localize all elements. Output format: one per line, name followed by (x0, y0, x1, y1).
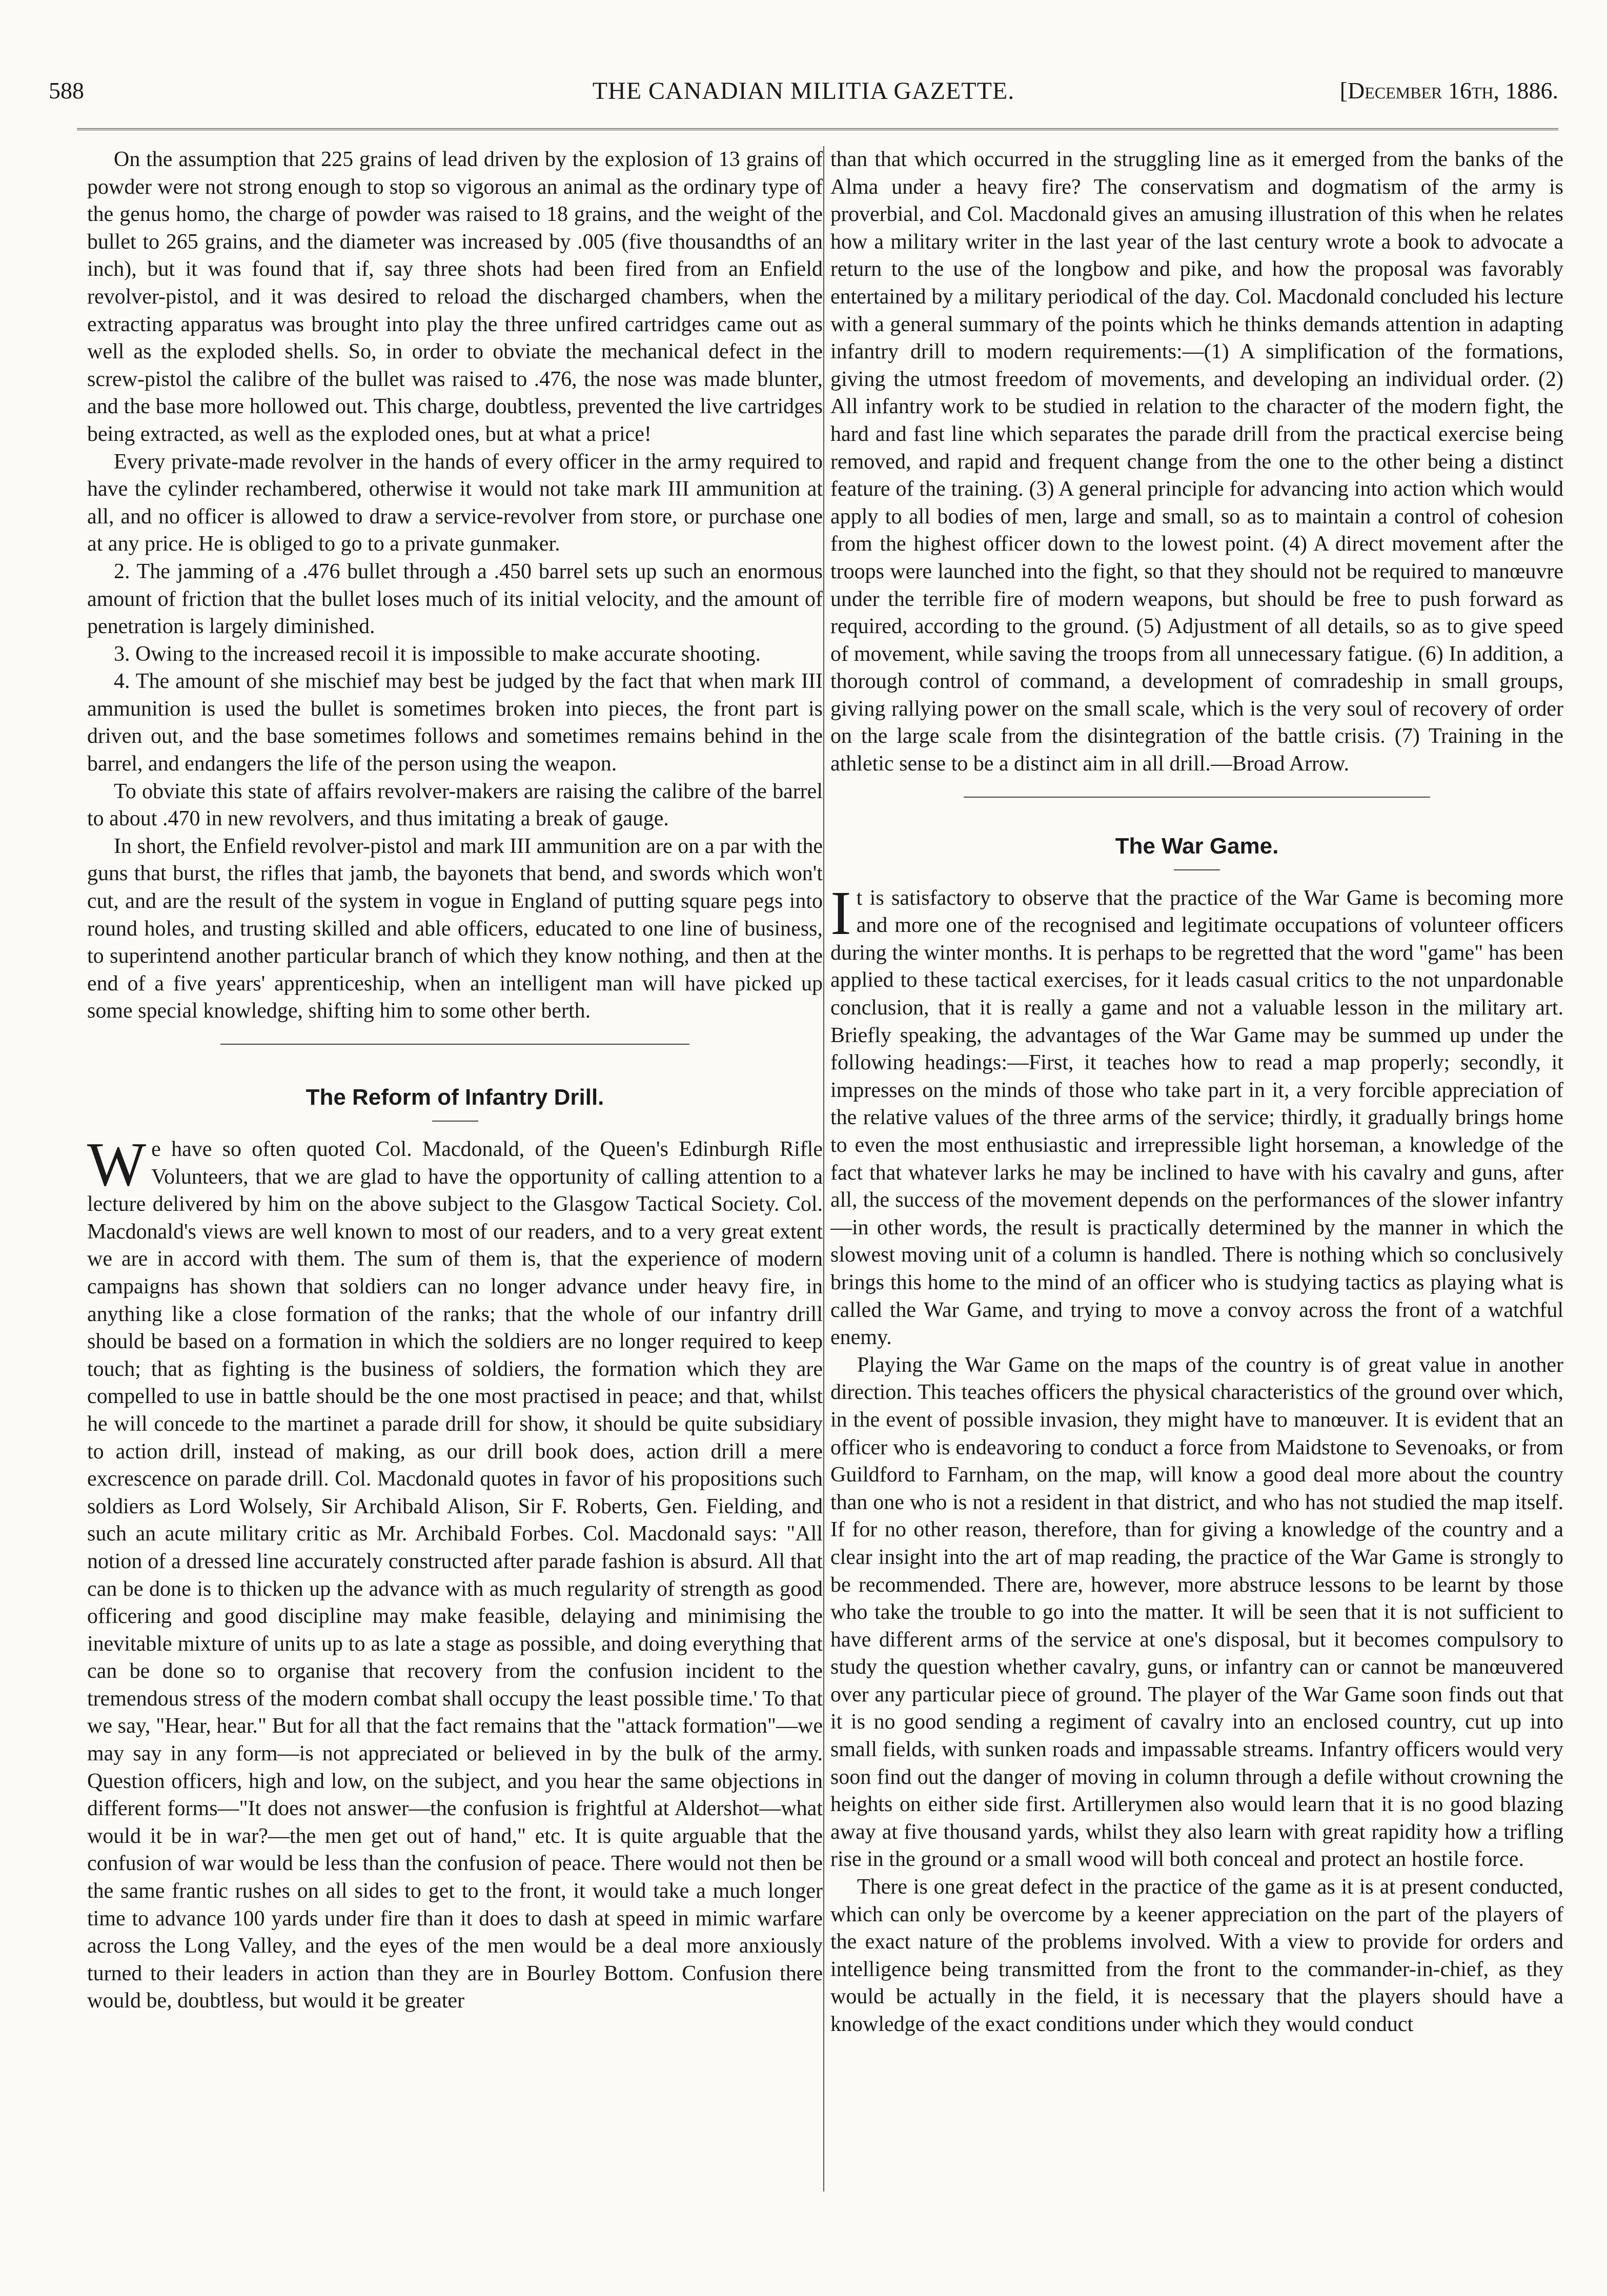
title-underline (1174, 869, 1220, 870)
issue-date: [December 16th, 1886. (1339, 77, 1558, 104)
section-title-war-game: The War Game. (1115, 833, 1279, 859)
page-number: 588 (49, 77, 84, 104)
article-paragraph: Every private-made revolver in the hands of every officer in the army required to have the cylinder rechambered, otherwise it would not take mark III ammunition at all, and no officer is allowed to draw a service-revolver from store, or purchase one at any price. He is obliged to go to a private gunmaker. (87, 450, 823, 556)
article-paragraph: 4. The amount of she mischief may best be judged by the fact that when mark III ammunition is used the bullet is sometimes broken into pieces, the front part is driven out, and the base sometimes follows and sometimes remains behind in the barrel, and endangers the life of the person using the weapon. (87, 669, 823, 776)
article-paragraph: 3. Owing to the increased recoil it is impossible to make accurate shooting. (114, 642, 761, 666)
article-paragraph: In short, the Enfield revolver-pistol and mark III ammunition are on a par with the guns that burst, the rifles that jamb, the bayonets that bend, and swords which won't cut, and are the result of the system in vogue in England of putting square pegs into round holes, and trusting skilled and able officers, educated to one line of business, to superintend another particular branch of which they know nothing, and then at the end of a five years' apprenticeship, when an intelligent man will have picked up some special knowledge, shifting him to some other berth. (87, 834, 823, 1023)
left-column (87, 146, 823, 2263)
article-paragraph: We have so often quoted Col. Macdonald, of the Queen's Edinburgh Rifle Volunteers, that we are glad to have the opportunity of calling attention to a lecture delivered by him on the above subject to the Glasgow Tactical Society. Col. Macdonald's views are well known to most of our readers, and to a very great extent we are in accord with them. The sum of them is, that the experience of modern campaigns has shown that soldiers can no longer advance under heavy fire, in anything like a close formation of the ranks; that the whole of our infantry drill should be based on a formation in which the soldiers are no longer required to keep touch; that as fighting is the business of soldiers, the formation which they are compelled to use in battle should be the one most practised in peace; and that, whilst he will concede to the martinet a parade drill for show, it should be quite subsidiary to action drill, instead of making, as our drill book does, action drill a mere excrescence on parade drill. Col. Macdonald quotes in favor of his propositions such soldiers as Lord Wolsely, Sir Archibald Alison, Sir F. Roberts, Gen. Fielding, and such an acute military critic as Mr. Archibald Forbes. Col. Macdonald says: "All notion of a dressed line accurately constructed after parade fashion is absurd. All that can be done is to thicken up the advance with as much regularity of strength as good officering and good discipline may make feasible, delaying and minimising the inevitable mixture of units up to as late a stage as possible, and doing everything that can be done so to organise that recovery from the confusion incident to the tremendous stress of the modern combat shall occupy the least possible time.' To that we say, "Hear, hear." But for all that the fact remains that the "attack formation"—we may say in any form—is not appreciated or believed in by the bulk of the army. Question officers, high and low, on the subject, and you hear the same objections in different forms—"It does not answer—the confusion is frightful at Aldershot—what would it be in war?—the men get out of hand," etc. It is quite arguable that the confusion of war would be less than the confusion of peace. There would not then be the same frantic rushes on all sides to get to the front, it would take a much longer time to advance 100 yards under fire than it does to dash at speed in mimic warfare across the Long Valley, and the eyes of the men would be a deal more anxiously turned to their leaders in action than they are in Bourley Bottom. Confusion there would be, doubtless, but would it be greater (87, 1130, 823, 2013)
article-paragraph: To obviate this state of affairs revolver-makers are raising the calibre of the barrel to about .470 in new revolvers, and thus imitating a break of gauge. (87, 779, 823, 831)
title-underline (432, 1121, 478, 1122)
section-rule (220, 1044, 689, 1045)
page-header (49, 77, 1558, 118)
article-paragraph: There is one great defect in the practice of the game as it is at present conducted, which can only be overcome by a keener appreciation on the part of the players of the exact nature of the problems involved. With a view to provide for orders and intelligence being transmitted from the front to the commander-in-chief, as they would be actually in the field, it is necessary that the players should have a knowledge of the exact conditions under which they would conduct (830, 1875, 1563, 2036)
section-title-infantry-drill: The Reform of Infantry Drill. (306, 1085, 604, 1110)
article-paragraph: 2. The jamming of a .476 bullet through a .450 barrel sets up such an enormous amount of friction that the bullet loses much of its initial velocity, and the amount of penetration is largely diminished. (87, 559, 823, 639)
column-divider (823, 146, 824, 2191)
article-paragraph: Playing the War Game on the maps of the country is of great value in another direction. This teaches officers the physical characteristics of the ground over which, in the event of possible invasion, they might have to manœuver. It is evident that an officer who is endeavoring to conduct a force from Maidstone to Sevenoaks, or from Guildford to Farnham, on the map, will know a good deal more about the country than one who is not a resident in that district, and who has not studied the map itself. If for no other reason, therefore, than for giving a knowledge of the country and a clear insight into the art of map reading, the practice of the War Game is strongly to be recommended. There are, however, more abstruce lessons to be learnt by those who take the trouble to go into the matter. It will be seen that it is not sufficient to have different arms of the service at one's disposal, but it becomes compulsory to study the question whether cavalry, guns, or infantry can or cannot be manœuvered over any particular piece of ground. The player of the War Game soon finds out that it is no good sending a regiment of cavalry into an enclosed country, cut up into small fields, with sunken roads and impassable streams. Infantry officers would very soon find out the danger of moving in column through a defile without crowning the heights on either side first. Artillerymen also would learn that it is no good blazing away at five thousand yards, whilst they also learn with great rapidity how a trifling rise in the ground or a small wood will both conceal and protect an hostile force. (830, 1353, 1563, 1872)
section-rule (964, 797, 1430, 798)
masthead-title: THE CANADIAN MILITIA GAZETTE. (592, 77, 1015, 105)
header-rule (77, 128, 1558, 132)
article-paragraph: than that which occurred in the struggling line as it emerged from the banks of the Alma under a heavy fire? The conservatism and dogmatism of the army is proverbial, and Col. Macdonald gives an amusing illustration of this when he relates how a military writer in the last year of the last century wrote a book to advocate a return to the use of the longbow and pike, and how the proposal was favorably entertained by a military periodical of the day. Col. Macdonald concluded his lecture with a general summary of the points which he thinks demands attention in adapting infantry drill to modern requirements:—(1) A simplification of the formations, giving the utmost freedom of movements, and developing an individual order. (2) All infantry work to be studied in relation to the character of the modern fight, the hard and fast line which separates the parade drill from the practical exercise being removed, and rapid and frequent change from the one to the other being a distinct feature of the training. (3) A general principle for advancing into action which would apply to all bodies of men, large and small, so as to maintain a control of cohesion from the highest officer down to the lowest point. (4) A direct movement after the troops were launched into the fight, so that they should not be required to manœuvre under the terrible fire of modern weapons, but should be free to push forward as required, according to the ground. (5) Adjustment of all details, so as to give speed of movement, while saving the troops from all unnecessary fatigue. (6) In addition, a thorough control of command, a development of comradeship in small groups, giving rallying power on the small scale, which is the very soul of recovery of order on the large scale from the disintegration of the battle crisis. (7) Training in the athletic sense to be a distinct aim in all drill.—Broad Arrow. (830, 148, 1563, 776)
article-paragraph: On the assumption that 225 grains of lead driven by the explosion of 13 grains of powder were not strong enough to stop so vigorous an animal as the ordinary type of the genus homo, the charge of powder was raised to 18 grains, and the weight of the bullet to 265 grains, and the diameter was increased by .005 (five thousandths of an inch), but it was found that if, say three shots had been fired from an Enfield revolver-pistol, and it was desired to reload the discharged chambers, when the extracting apparatus was brought into play the three unfired cartridges came out as well as the exploded shells. So, in order to obviate the mechanical defect in the screw-pistol the calibre of the bullet was raised to .476, the nose was made blunter, and the base more hollowed out. This charge, doubtless, prevented the live cartridges being extracted, as well as the exploded ones, but at what a price! (87, 148, 823, 446)
article-paragraph: It is satisfactory to observe that the practice of the War Game is becoming more and more one of the recognised and legitimate occupations of volunteer officers during the winter months. It is perhaps to be regretted that the word "game" has been applied to these tactical exercises, for it leads casual critics to the not unpardonable conclusion, that it is really a game and not a valuable lesson in the military art. Briefly speaking, the advantages of the War Game may be summed up under the following headings:—First, it teaches how to read a map properly; secondly, it impresses on the minds of those who take part in it, a very forcible appreciation of the relative values of the three arms of the service; thirdly, it gradually brings home to even the most enthusiastic and irrepressible light horseman, a knowledge of the fact that whatever larks he may be inclined to have with his cavalry and guns, after all, the success of the movement depends on the performances of the slower infantry—in other words, the result is practically determined by the manner in which the slowest moving unit of a column is handled. There is nothing which so conclusively brings this home to the mind of an officer who is studying tactics as playing what is called the War Game, and trying to move a convoy across the front of a watchful enemy. (830, 878, 1563, 1350)
revolver-article (87, 146, 823, 1025)
right-column (830, 146, 1563, 2263)
